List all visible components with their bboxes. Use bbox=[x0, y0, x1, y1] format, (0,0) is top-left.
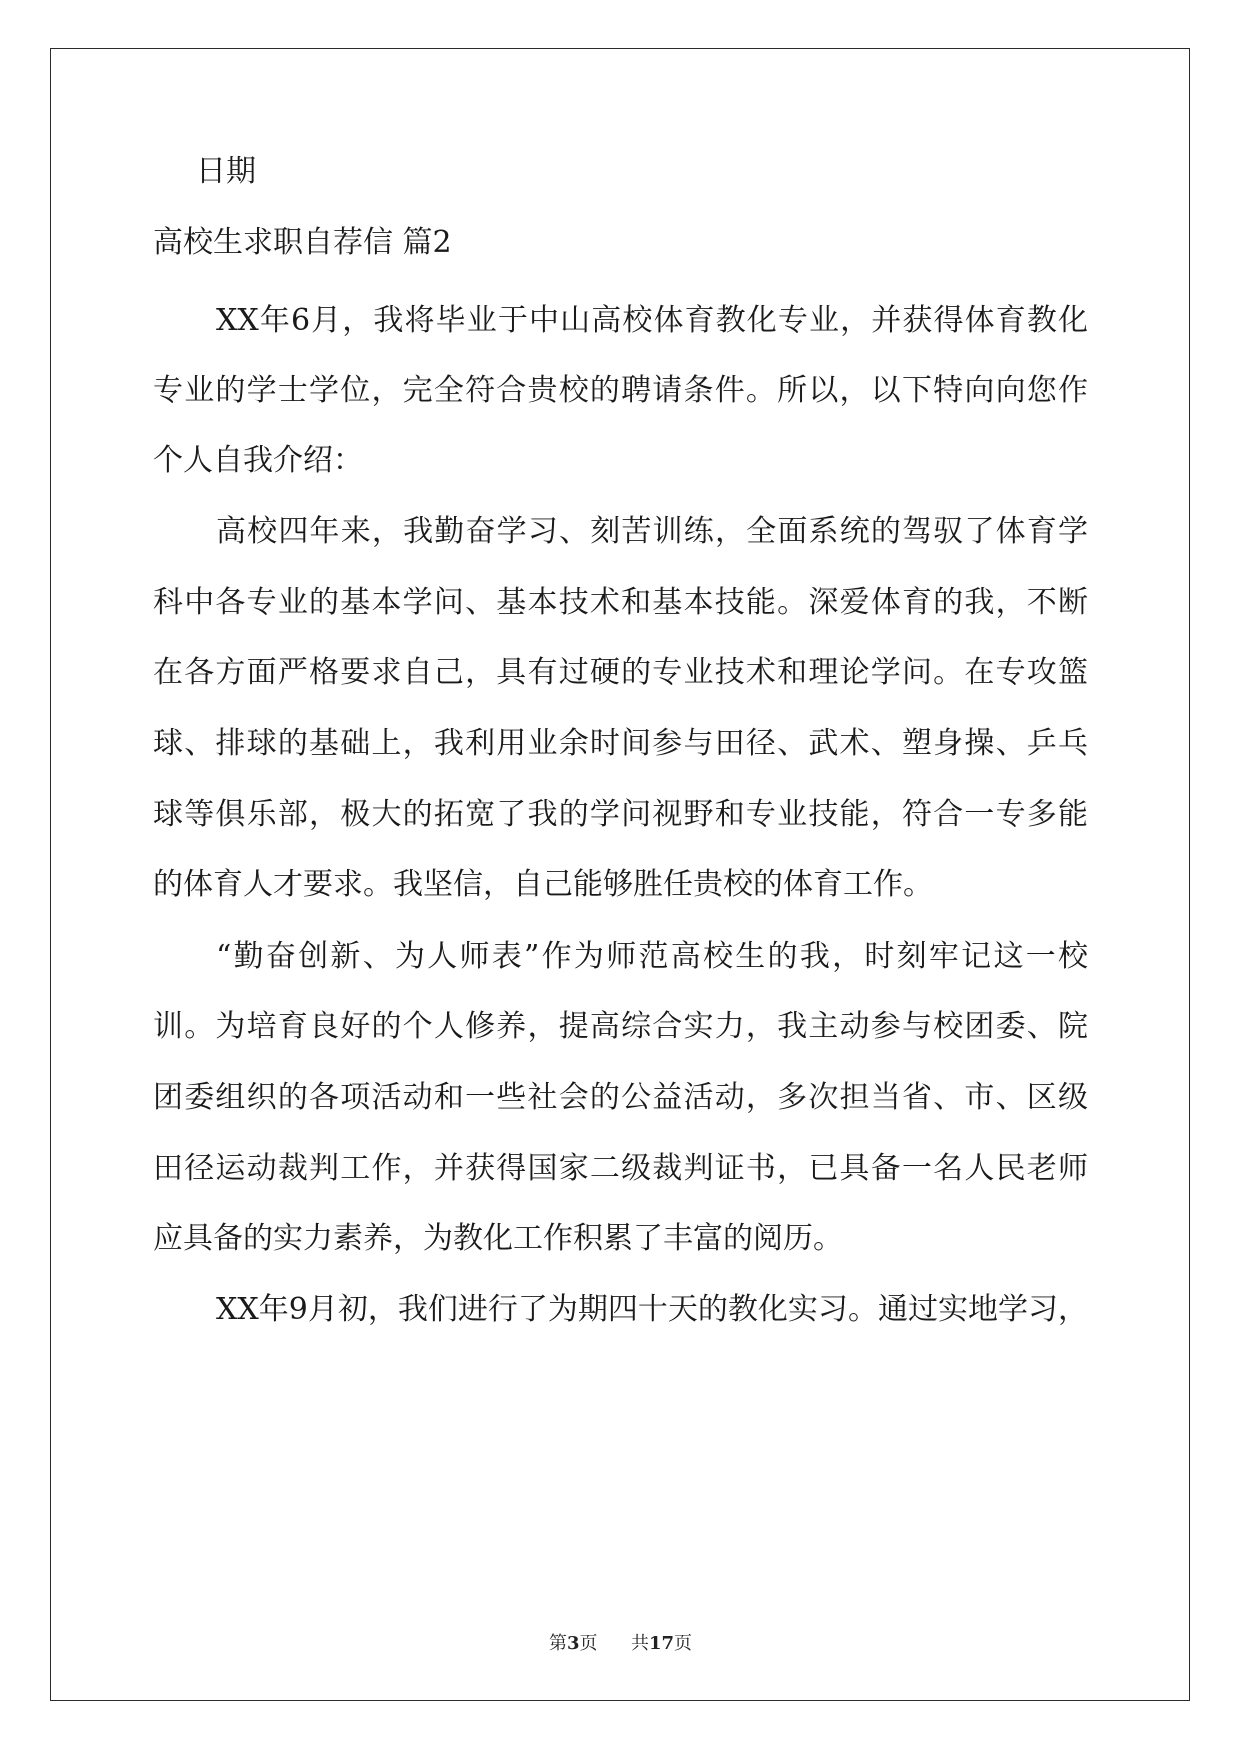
paragraph-line: “勤奋创新、为人师表”作为师范高校生的我，时刻牢记这一校 bbox=[216, 939, 1088, 974]
paragraph-line: 专业的学士学位，完全符合贵校的聘请条件。所以，以下特向向您作 bbox=[153, 373, 1088, 408]
paragraph-line: 的体育人才要求。我坚信，自己能够胜任贵校的体育工作。 bbox=[153, 867, 933, 902]
paragraph-line: 个人自我介绍： bbox=[153, 443, 363, 478]
paragraph-line: 团委组织的各项活动和一些社会的公益活动，多次担当省、市、区级 bbox=[153, 1080, 1088, 1115]
paragraph-line: 在各方面严格要求自己，具有过硬的专业技术和理论学问。在专攻篮 bbox=[153, 655, 1088, 690]
paragraph-line: 高校四年来，我勤奋学习、刻苦训练，全面系统的驾驭了体育学 bbox=[216, 514, 1088, 549]
page-footer bbox=[0, 1632, 1241, 1656]
paragraph-line: XX年6月，我将毕业于中山高校体育教化专业，并获得体育教化 bbox=[216, 303, 1088, 338]
section-title: 高校生求职自荐信 篇2 bbox=[153, 225, 452, 260]
paragraph-line: 球等俱乐部，极大的拓宽了我的学问视野和专业技能，符合一专多能 bbox=[153, 797, 1088, 832]
page-total: 共17页 bbox=[630, 1633, 693, 1654]
paragraph-line: 科中各专业的基本学问、基本技术和基本技能。深爱体育的我，不断 bbox=[153, 585, 1088, 620]
date-label: 日期 bbox=[196, 154, 256, 189]
paragraph-line: 训。为培育良好的个人修养，提高综合实力，我主动参与校团委、院 bbox=[153, 1009, 1088, 1044]
paragraph-line: 球、排球的基础上，我利用业余时间参与田径、武术、塑身操、乒乓 bbox=[153, 726, 1088, 761]
page-number: 第3页 bbox=[548, 1633, 598, 1654]
paragraph-line: XX年9月初，我们进行了为期四十天的教化实习。通过实地学习， bbox=[216, 1292, 1088, 1327]
paragraph-line: 应具备的实力素养，为教化工作积累了丰富的阅历。 bbox=[153, 1221, 843, 1256]
paragraph-line: 田径运动裁判工作，并获得国家二级裁判证书，已具备一名人民老师 bbox=[153, 1151, 1088, 1186]
